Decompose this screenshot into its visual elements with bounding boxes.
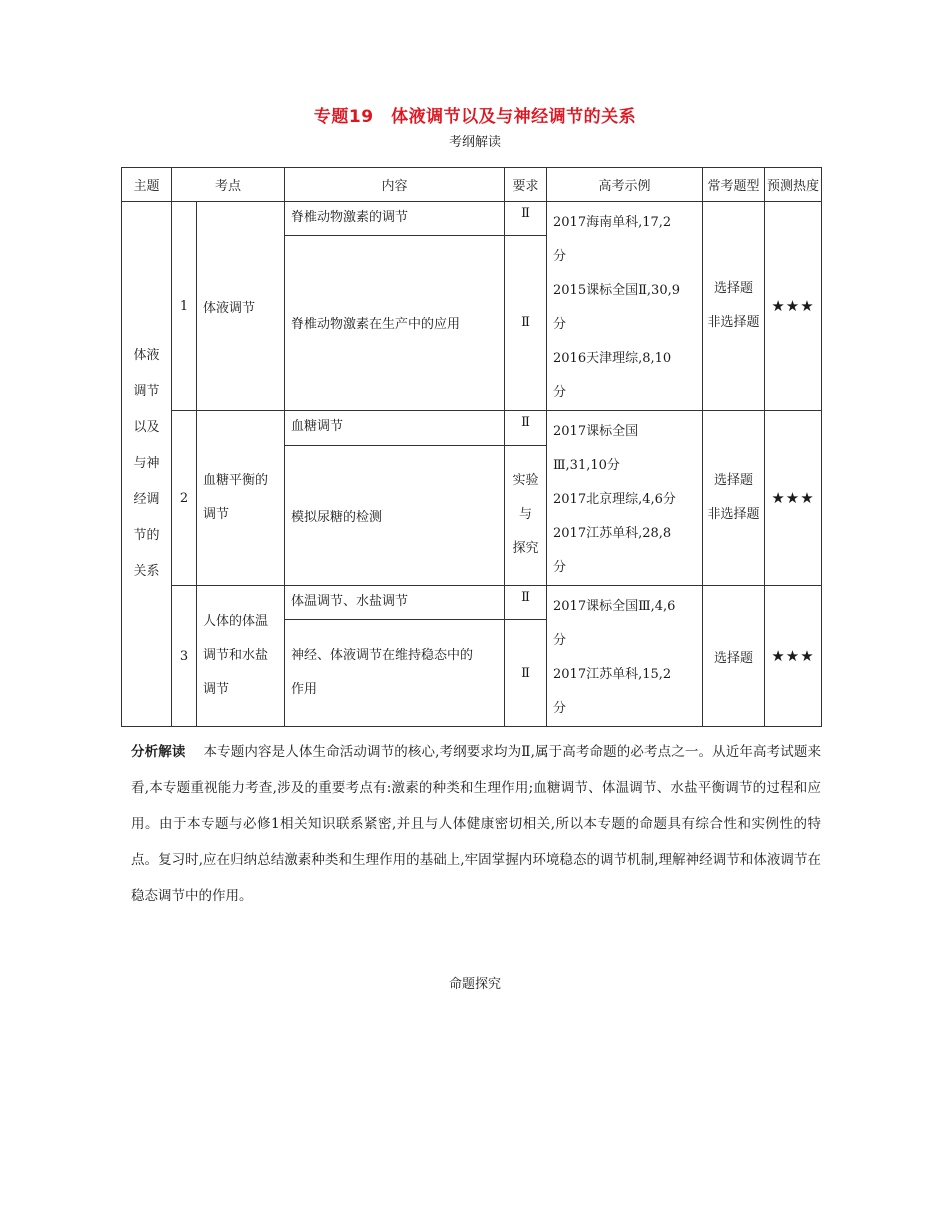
point-name: 体液调节 [197, 202, 285, 411]
analysis-text: 本专题内容是人体生命活动调节的核心,考纲要求均为Ⅱ,属于高考命题的必考点之一。从近年高考试题来看,本专题重视能力考查,涉及的重要考点有:激素的种类和生理作用;血糖调节、体温调节、水盐平衡调节的过程和应用。由于本专题与必修1相关知识联系紧密,并且与人体健康密切相关,所以本专题的命题具有综合性和实例性的特点。复习时,应在归纳总结激素种类和生理作用的基础上,牢固掌握内环境稳态的调节机制,理解神经调节和体液调节在稳态调节中的作用。 [131, 744, 821, 904]
content-cell: 神经、体液调节在维持稳态中的 作用 [285, 620, 505, 727]
requirement-cell: Ⅱ [505, 620, 547, 727]
requirement-cell: Ⅱ [505, 202, 547, 236]
header-question-type: 常考题型 [703, 168, 765, 202]
analysis-label: 分析解读 [131, 744, 186, 760]
header-topic: 主题 [122, 168, 172, 202]
exam-examples-cell: 2017海南单科,17,2 分 2015课标全国Ⅱ,30,9 分 2016天津理综,8,10 分 [547, 202, 703, 411]
header-content: 内容 [285, 168, 505, 202]
exam-examples-cell: 2017课标全国 Ⅲ,31,10分 2017北京理综,4,6分 2017江苏单科,28,8 分 [547, 411, 703, 586]
content-cell: 血糖调节 [285, 411, 505, 446]
heat-stars: ★★★ [765, 586, 822, 727]
table-row [122, 586, 822, 620]
requirement-cell: Ⅱ [505, 235, 547, 410]
header-heat: 预测热度 [765, 168, 822, 202]
page-title: 专题19 体液调节以及与神经调节的关系 [313, 107, 637, 127]
point-name: 血糖平衡的 调节 [197, 411, 285, 586]
exam-examples-cell: 2017课标全国Ⅲ,4,6 分 2017江苏单科,15,2 分 [547, 586, 703, 727]
analysis-paragraph [131, 734, 821, 914]
section-title: 命题探究 [448, 977, 501, 992]
heat-stars: ★★★ [765, 411, 822, 586]
header-exam-examples: 高考示例 [547, 168, 703, 202]
header-point: 考点 [172, 168, 285, 202]
point-number: 3 [172, 586, 197, 727]
table-header-row [122, 168, 822, 202]
point-name: 人体的体温 调节和水盐 调节 [197, 586, 285, 727]
question-type-cell: 选择题 非选择题 [703, 411, 765, 586]
question-type-cell: 选择题 [703, 586, 765, 727]
syllabus-table [121, 167, 822, 727]
question-type-cell: 选择题 非选择题 [703, 202, 765, 411]
requirement-cell: Ⅱ [505, 411, 547, 446]
table-row [122, 202, 822, 236]
page-subtitle: 考纲解读 [448, 135, 501, 150]
requirement-cell: 实验 与 探究 [505, 445, 547, 585]
topic-cell: 体液 调节 以及 与神 经调 节的 关系 [122, 202, 172, 727]
content-cell: 模拟尿糖的检测 [285, 445, 505, 585]
point-number: 1 [172, 202, 197, 411]
point-number: 2 [172, 411, 197, 586]
requirement-cell: Ⅱ [505, 586, 547, 620]
content-cell: 脊椎动物激素在生产中的应用 [285, 235, 505, 410]
heat-stars: ★★★ [765, 202, 822, 411]
header-requirement: 要求 [505, 168, 547, 202]
table-row [122, 411, 822, 446]
content-cell: 体温调节、水盐调节 [285, 586, 505, 620]
content-cell: 脊椎动物激素的调节 [285, 202, 505, 236]
